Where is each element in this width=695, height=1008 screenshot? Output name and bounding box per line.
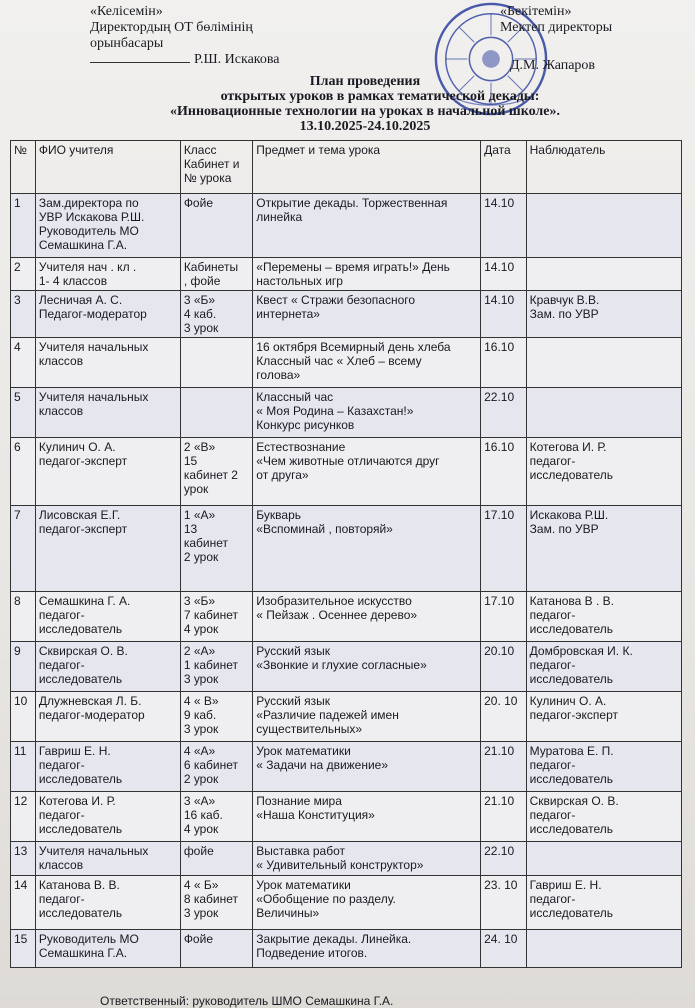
lesson-date: 16.10 — [481, 338, 527, 388]
approval-left-signer: Р.Ш. Искакова — [194, 52, 280, 67]
lesson-date: 17.10 — [481, 506, 527, 592]
table-header-row — [11, 141, 682, 194]
class-room: 3 «Б» 4 каб. 3 урок — [180, 291, 252, 338]
row-number: 15 — [11, 930, 36, 968]
lesson-topic: Изобразительное искусство « Пейзаж . Осеннее дерево» — [253, 592, 481, 642]
lesson-topic: Букварь «Вспоминай , повторяй» — [253, 506, 481, 592]
title-line3: «Инновационные технологии на уроках в начальной школе». — [170, 104, 560, 119]
header-date: Дата — [481, 141, 527, 194]
approval-left-signature-row — [90, 52, 350, 68]
table-row — [11, 291, 682, 338]
table-row — [11, 592, 682, 642]
lesson-topic: «Перемены – время играть!» День настольных игр — [253, 258, 481, 291]
table-row — [11, 692, 682, 742]
teacher-name: Семашкина Г. А. педагог- исследователь — [35, 592, 180, 642]
table-row — [11, 438, 682, 506]
lesson-date: 16.10 — [481, 438, 527, 506]
table-row — [11, 876, 682, 930]
table-row — [11, 194, 682, 258]
header-teacher: ФИО учителя — [35, 141, 180, 194]
approval-left-line3: орынбасары — [90, 36, 164, 51]
teacher-name: Руководитель МО Семашкина Г.А. — [35, 930, 180, 968]
teacher-name: Лесничая А. С. Педагог-модератор — [35, 291, 180, 338]
class-room — [180, 338, 252, 388]
lesson-topic: 16 октября Всемирный день хлеба Классный час « Хлеб – всему голова» — [253, 338, 481, 388]
class-room: 3 «А» 16 каб. 4 урок — [180, 792, 252, 842]
row-number: 14 — [11, 876, 36, 930]
row-number: 7 — [11, 506, 36, 592]
row-number: 10 — [11, 692, 36, 742]
lesson-topic: Русский язык «Различие падежей имен существительных» — [253, 692, 481, 742]
lesson-date: 17.10 — [481, 592, 527, 642]
lesson-date: 21.10 — [481, 792, 527, 842]
observer: Домбровская И. К. педагог- исследователь — [526, 642, 681, 692]
observer: Катанова В . В. педагог- исследователь — [526, 592, 681, 642]
approval-right-line2: Мектеп директоры — [500, 20, 613, 35]
approval-left-line2: Директордың ОТ бөлімінің — [90, 20, 253, 35]
teacher-name: Длужневская Л. Б. педагог-модератор — [35, 692, 180, 742]
class-room: 4 «А» 6 кабинет 2 урок — [180, 742, 252, 792]
approval-right-signer: Д.М. Жапаров — [510, 58, 596, 73]
class-room: 2 «А» 1 кабинет 3 урок — [180, 642, 252, 692]
footer-responsible: Ответственный: руководитель ШМО Семашкина Г.А. — [100, 994, 394, 1008]
observer: Сквирская О. В. педагог- исследователь — [526, 792, 681, 842]
lesson-topic: Естествознание «Чем животные отличаются друг от друга» — [253, 438, 481, 506]
row-number: 11 — [11, 742, 36, 792]
title-line1: План проведения — [309, 74, 421, 89]
teacher-name: Учителя начальных классов — [35, 842, 180, 876]
teacher-name: Учителя начальных классов — [35, 388, 180, 438]
lesson-date: 20.10 — [481, 642, 527, 692]
observer: Искакова Р.Ш. Зам. по УВР — [526, 506, 681, 592]
row-number: 8 — [11, 592, 36, 642]
row-number: 1 — [11, 194, 36, 258]
lesson-date: 14.10 — [481, 291, 527, 338]
class-room: 2 «В» 15 кабинет 2 урок — [180, 438, 252, 506]
row-number: 12 — [11, 792, 36, 842]
signature-line — [90, 52, 190, 63]
table-row — [11, 642, 682, 692]
teacher-name: Кулинич О. А. педагог-эксперт — [35, 438, 180, 506]
observer: Котегова И. Р. педагог- исследователь — [526, 438, 681, 506]
title-line2: открытых уроков в рамках тематической декады: — [220, 89, 540, 104]
lesson-date: 14.10 — [481, 194, 527, 258]
lesson-topic: Классный час « Моя Родина – Казахстан!» Конкурс рисунков — [253, 388, 481, 438]
teacher-name: Учителя нач . кл . 1- 4 классов — [35, 258, 180, 291]
lesson-date: 22.10 — [481, 842, 527, 876]
lesson-date: 24. 10 — [481, 930, 527, 968]
lesson-date: 20. 10 — [481, 692, 527, 742]
table-row — [11, 742, 682, 792]
class-room — [180, 388, 252, 438]
table-row — [11, 258, 682, 291]
teacher-name: Сквирская О. В. педагог- исследователь — [35, 642, 180, 692]
class-room: Кабинеты , фойе — [180, 258, 252, 291]
header-observer: Наблюдатель — [526, 141, 681, 194]
row-number: 13 — [11, 842, 36, 876]
lesson-topic: Открытие декады. Торжественная линейка — [253, 194, 481, 258]
teacher-name: Лисовская Е.Г. педагог-эксперт — [35, 506, 180, 592]
class-room: 1 «А» 13 кабинет 2 урок — [180, 506, 252, 592]
row-number: 5 — [11, 388, 36, 438]
observer — [526, 258, 681, 291]
table-row — [11, 388, 682, 438]
class-room: фойе — [180, 842, 252, 876]
teacher-name: Учителя начальных классов — [35, 338, 180, 388]
header-class: Класс Кабинет и № урока — [180, 141, 252, 194]
table-row — [11, 338, 682, 388]
table-row — [11, 792, 682, 842]
teacher-name: Котегова И. Р. педагог- исследователь — [35, 792, 180, 842]
lessons-table — [10, 140, 682, 968]
observer — [526, 842, 681, 876]
teacher-name: Гавриш Е. Н. педагог- исследователь — [35, 742, 180, 792]
row-number: 9 — [11, 642, 36, 692]
approval-block-left — [90, 4, 350, 68]
observer: Муратова Е. П. педагог- исследователь — [526, 742, 681, 792]
observer — [526, 194, 681, 258]
approval-right-line1: «Бекітемін» — [500, 4, 572, 19]
lesson-topic: Квест « Стражи безопасного интернета» — [253, 291, 481, 338]
table-row — [11, 506, 682, 592]
title-dates: 13.10.2025-24.10.2025 — [299, 119, 431, 134]
lesson-date: 22.10 — [481, 388, 527, 438]
approval-block-right — [500, 4, 690, 74]
observer: Гавриш Е. Н. педагог- исследователь — [526, 876, 681, 930]
class-room: 4 « В» 9 каб. 3 урок — [180, 692, 252, 742]
table-body — [11, 194, 682, 968]
document-title — [130, 74, 600, 134]
class-room: Фойе — [180, 930, 252, 968]
lesson-topic: Урок математики «Обобщение по разделу. Величины» — [253, 876, 481, 930]
observer: Кулинич О. А. педагог-эксперт — [526, 692, 681, 742]
row-number: 6 — [11, 438, 36, 506]
lesson-date: 23. 10 — [481, 876, 527, 930]
lesson-date: 21.10 — [481, 742, 527, 792]
class-room: 3 «Б» 7 кабинет 4 урок — [180, 592, 252, 642]
lesson-topic: Русский язык «Звонкие и глухие согласные» — [253, 642, 481, 692]
table-row — [11, 930, 682, 968]
header-subject: Предмет и тема урока — [253, 141, 481, 194]
teacher-name: Катанова В. В. педагог- исследователь — [35, 876, 180, 930]
lesson-topic: Выставка работ « Удивительный конструктор» — [253, 842, 481, 876]
observer — [526, 388, 681, 438]
observer — [526, 930, 681, 968]
lesson-topic: Познание мира «Наша Конституция» — [253, 792, 481, 842]
lesson-date: 14.10 — [481, 258, 527, 291]
table-row — [11, 842, 682, 876]
teacher-name: Зам.директора по УВР Искакова Р.Ш. Руководитель МО Семашкина Г.А. — [35, 194, 180, 258]
observer: Кравчук В.В. Зам. по УВР — [526, 291, 681, 338]
lesson-topic: Закрытие декады. Линейка. Подведение итогов. — [253, 930, 481, 968]
lesson-topic: Урок математики « Задачи на движение» — [253, 742, 481, 792]
class-room: 4 « Б» 8 кабинет 3 урок — [180, 876, 252, 930]
row-number: 4 — [11, 338, 36, 388]
header-num: № — [11, 141, 36, 194]
row-number: 2 — [11, 258, 36, 291]
class-room: Фойе — [180, 194, 252, 258]
approval-left-line1: «Келісемін» — [90, 4, 163, 19]
row-number: 3 — [11, 291, 36, 338]
observer — [526, 338, 681, 388]
